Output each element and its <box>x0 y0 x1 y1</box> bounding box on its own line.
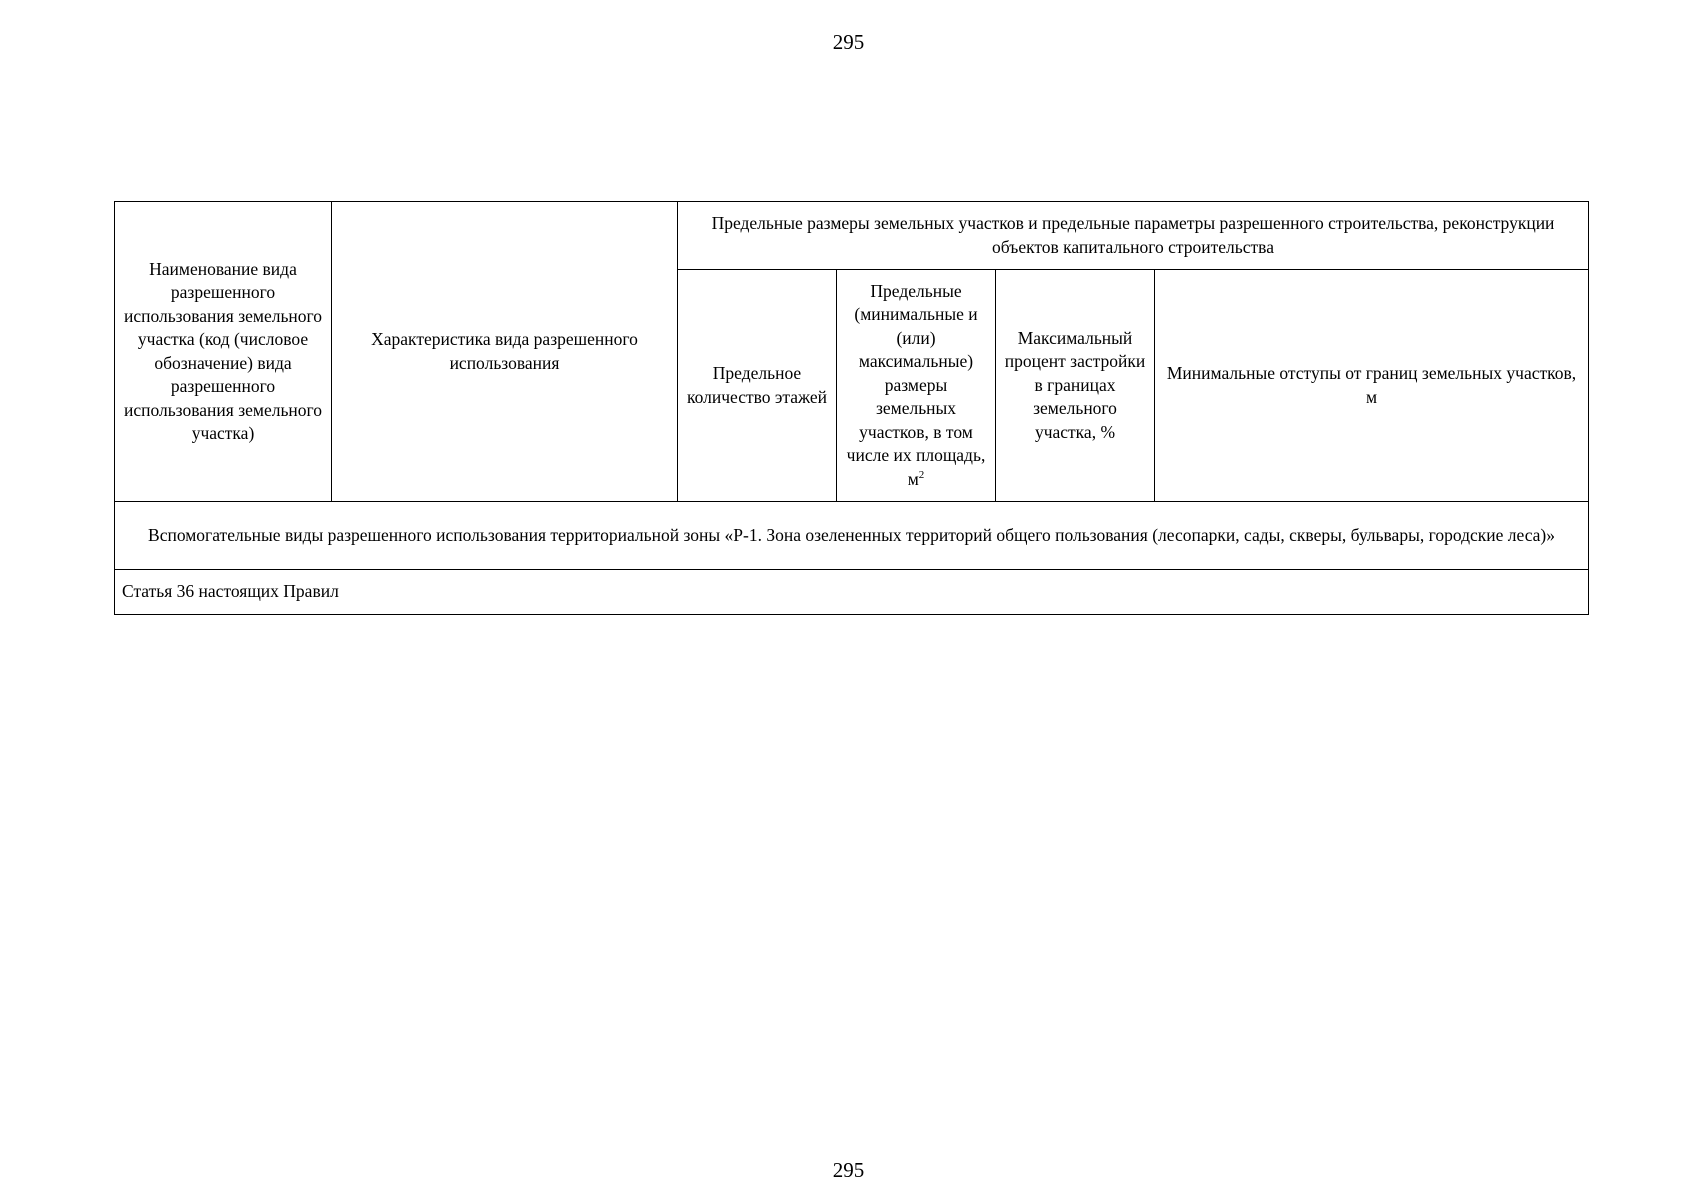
section-title: Вспомогательные виды разрешенного использования территориальной зоны «Р-1. Зона озелененных территорий общего пользования (лесопарки, сады, скверы, бульвары, городские леса)» <box>115 502 1589 570</box>
page-number-bottom: 295 <box>832 1158 865 1182</box>
table-header-row <box>115 202 1589 270</box>
page-number-top: 295 <box>832 30 865 54</box>
header-cell-limits-group: Предельные размеры земельных участков и предельные параметры разрешенного строительства, реконструкции объектов капитального строительства <box>678 202 1589 270</box>
header-cell-coverage: Максимальный процент застройки в границах земельного участка, % <box>996 270 1155 502</box>
header-cell-sizes <box>837 270 996 502</box>
header-cell-characteristic: Характеристика вида разрешенного использования <box>332 202 678 502</box>
square-superscript: 2 <box>918 468 925 481</box>
header-cell-floors: Предельное количество этажей <box>678 270 837 502</box>
header-cell-setbacks: Минимальные отступы от границ земельных участков, м <box>1155 270 1589 502</box>
header-cell-sizes-text: Предельные (минимальные и (или) максимальные) размеры земельных участков, в том числе их площадь, м <box>846 280 986 489</box>
section-row <box>115 502 1589 570</box>
article-row <box>115 570 1589 615</box>
article-reference: Статья 36 настоящих Правил <box>115 570 1589 615</box>
land-use-regulations-table <box>114 201 1589 615</box>
header-cell-use-name: Наименование вида разрешенного использования земельного участка (код (числовое обозначение) вида разрешенного использования земельного участка) <box>115 202 332 502</box>
